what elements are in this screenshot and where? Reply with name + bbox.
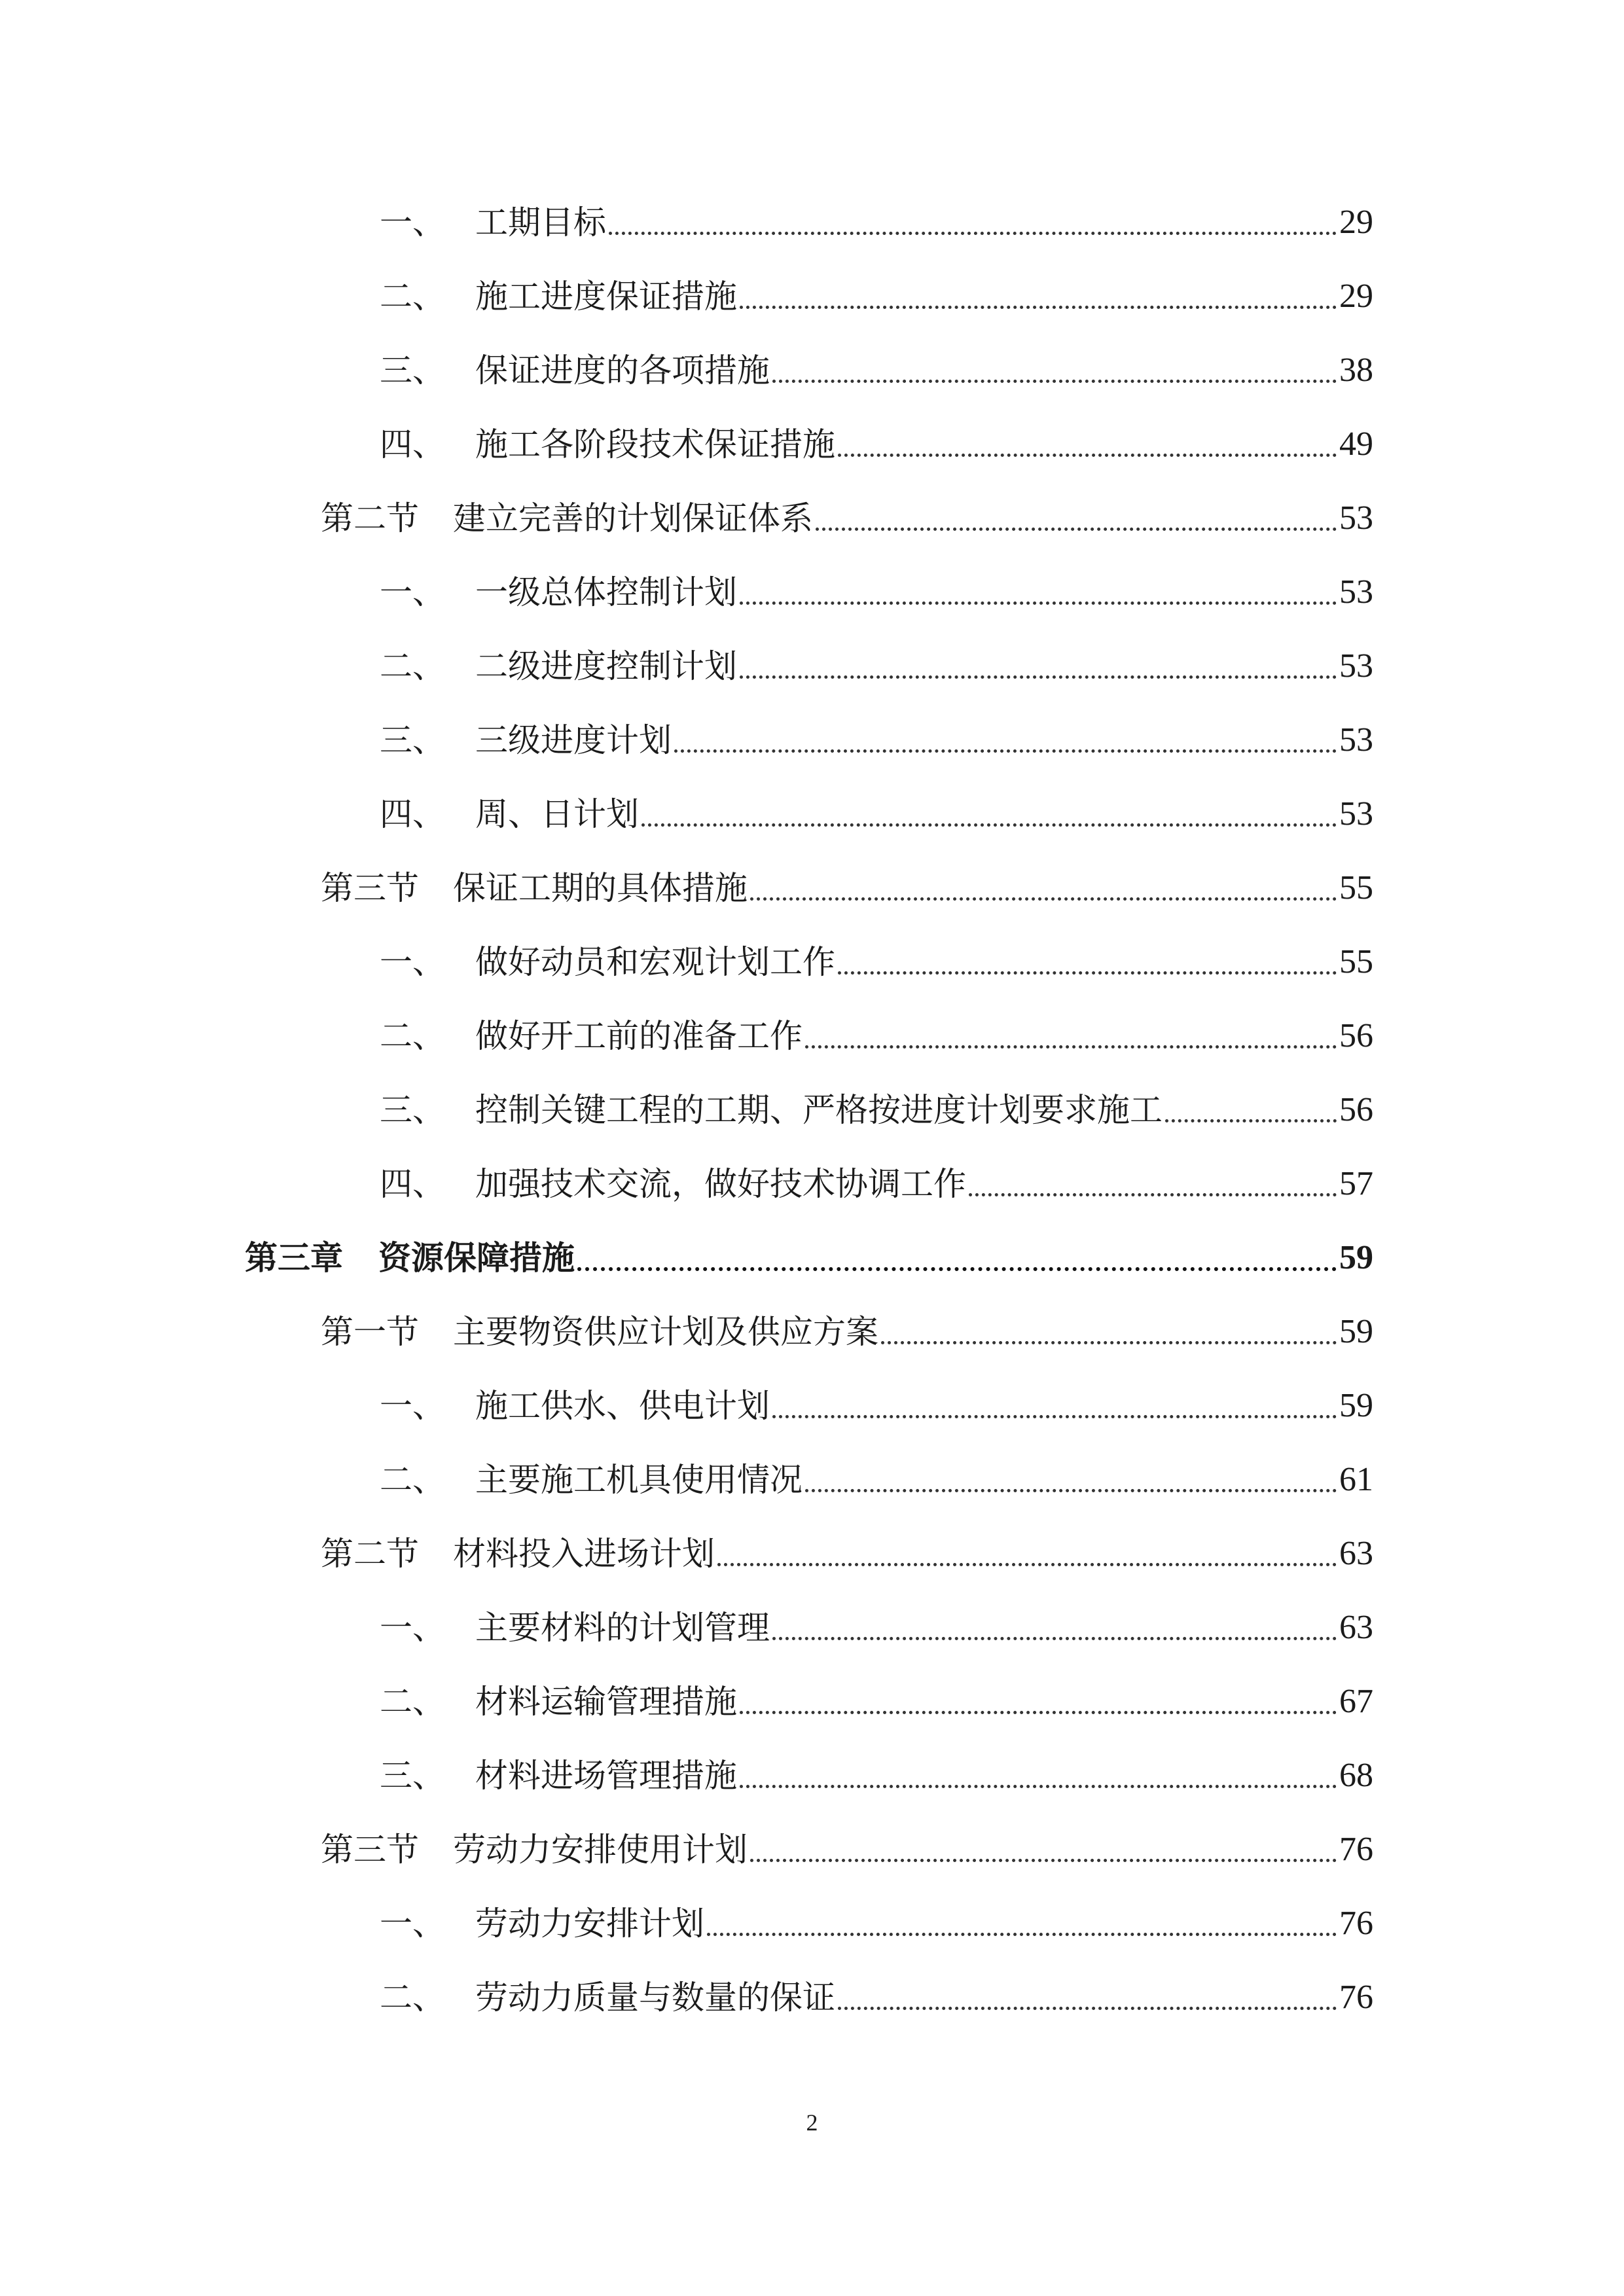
toc-entry-page: 56: [1339, 1091, 1373, 1128]
toc-entry-marker: 第一节: [321, 1313, 419, 1351]
toc-entry-title: 劳动力质量与数量的保证: [475, 1979, 835, 2017]
toc-entry[interactable]: [380, 1003, 1373, 1069]
dot-leader: [805, 1447, 1337, 1513]
toc-entry-title: 材料运输管理措施: [475, 1683, 737, 1721]
toc-entry-marker: 第三节: [321, 1831, 419, 1869]
toc-entry[interactable]: [380, 1447, 1373, 1513]
toc-entry-title: 劳动力安排计划: [475, 1905, 704, 1943]
toc-entry-title: 保证工期的具体措施: [453, 869, 748, 907]
dot-leader: [740, 560, 1337, 625]
toc-entry-marker: 三、: [380, 721, 445, 759]
dot-leader: [1165, 1077, 1337, 1143]
toc-entry-title: 周、日计划: [475, 795, 639, 833]
toc-entry-title: 二级进度控制计划: [475, 647, 737, 685]
dot-leader: [838, 929, 1337, 995]
toc-entry-page: 53: [1339, 499, 1373, 537]
toc-entry-page: 67: [1339, 1683, 1373, 1720]
toc-entry-page: 53: [1339, 647, 1373, 685]
toc-entry-title: 资源保障措施: [378, 1238, 575, 1277]
toc-entry-page: 49: [1339, 425, 1373, 463]
toc-entry-page: 76: [1339, 1979, 1373, 2016]
toc-entry[interactable]: [380, 412, 1373, 477]
dot-leader: [740, 634, 1337, 699]
dot-leader: [717, 1521, 1337, 1587]
dot-leader: [740, 264, 1337, 329]
toc-entry-title: 保证进度的各项措施: [475, 351, 770, 389]
toc-entry-marker: 一、: [380, 1609, 445, 1647]
toc-entry-marker: 三、: [380, 1091, 445, 1129]
toc-entry-page: 38: [1339, 351, 1373, 389]
dot-leader: [740, 1669, 1337, 1734]
toc-entry[interactable]: [380, 1743, 1373, 1808]
page-number: 2: [806, 2109, 818, 2136]
toc-entry-marker: 二、: [380, 1017, 445, 1055]
toc-entry-marker: 第三节: [321, 869, 419, 907]
toc-entry[interactable]: [380, 781, 1373, 847]
toc-entry-page: 53: [1339, 721, 1373, 759]
toc-entry-page: 59: [1339, 1313, 1373, 1350]
toc-entry-page: 55: [1339, 869, 1373, 906]
toc-entry[interactable]: [380, 634, 1373, 699]
toc-entry[interactable]: [321, 855, 1373, 921]
toc-entry-page: 53: [1339, 795, 1373, 833]
toc-entry-page: 55: [1339, 943, 1373, 980]
toc-entry[interactable]: [380, 1891, 1373, 1956]
toc-entry-title: 施工供水、供电计划: [475, 1387, 770, 1425]
toc-entry[interactable]: [380, 1373, 1373, 1439]
toc-entry-page: 63: [1339, 1535, 1373, 1572]
toc-entry-title: 主要材料的计划管理: [475, 1609, 770, 1647]
toc-entry-marker: 二、: [380, 1683, 445, 1721]
toc-entry[interactable]: [380, 929, 1373, 995]
toc-entry[interactable]: [380, 264, 1373, 329]
dot-leader: [740, 1743, 1337, 1808]
toc-entry-title: 劳动力安排使用计划: [453, 1831, 748, 1869]
toc-entry-marker: 第三章: [245, 1238, 343, 1277]
dot-leader: [816, 486, 1337, 551]
toc-entry[interactable]: [321, 1521, 1373, 1587]
toc-entry-page: 76: [1339, 1831, 1373, 1868]
toc-entry-marker: 二、: [380, 278, 445, 315]
toc-entry-title: 施工各阶段技术保证措施: [475, 425, 835, 463]
toc-entry-marker: 一、: [380, 1905, 445, 1943]
toc-entry-marker: 二、: [380, 1979, 445, 2017]
toc-entry[interactable]: [321, 486, 1373, 551]
dot-leader: [805, 1003, 1337, 1069]
toc-entry-page: 59: [1339, 1239, 1373, 1276]
toc-entry-page: 61: [1339, 1461, 1373, 1498]
dot-leader: [641, 781, 1337, 847]
toc-entry[interactable]: [321, 1817, 1373, 1882]
toc-entry-marker: 第二节: [321, 499, 419, 537]
toc-entry-marker: 三、: [380, 1757, 445, 1795]
dot-leader: [772, 1595, 1337, 1660]
toc-entry[interactable]: [321, 1299, 1373, 1365]
toc-entry-marker: 二、: [380, 647, 445, 685]
toc-entry[interactable]: [380, 1151, 1373, 1217]
dot-leader: [750, 855, 1337, 921]
toc-entry-title: 材料进场管理措施: [475, 1757, 737, 1795]
toc-entry-chapter[interactable]: [245, 1225, 1373, 1291]
toc-entry-marker: 一、: [380, 1387, 445, 1425]
toc-entry[interactable]: [380, 1669, 1373, 1734]
toc-entry-page: 29: [1339, 204, 1373, 241]
toc-entry-marker: 四、: [380, 795, 445, 833]
toc-entry-page: 53: [1339, 573, 1373, 611]
toc-entry-marker: 四、: [380, 425, 445, 463]
toc-entry-page: 68: [1339, 1757, 1373, 1794]
toc-entry-marker: 一、: [380, 943, 445, 981]
toc-entry-page: 63: [1339, 1609, 1373, 1646]
toc-entry-title: 加强技术交流，做好技术协调工作: [475, 1165, 966, 1203]
toc-entry-marker: 四、: [380, 1165, 445, 1203]
toc-entry-title: 主要施工机具使用情况: [475, 1461, 803, 1499]
toc-entry-title: 施工进度保证措施: [475, 278, 737, 315]
dot-leader: [969, 1151, 1337, 1217]
toc-entry[interactable]: [380, 190, 1373, 255]
toc-entry-title: 控制关键工程的工期、严格按进度计划要求施工: [475, 1091, 1163, 1129]
toc-entry-title: 一级总体控制计划: [475, 573, 737, 611]
toc-entry-marker: 三、: [380, 351, 445, 389]
dot-leader: [577, 1225, 1337, 1291]
toc-entry[interactable]: [380, 560, 1373, 625]
dot-leader: [750, 1817, 1337, 1882]
dot-leader: [772, 1373, 1337, 1439]
toc-entry-title: 主要物资供应计划及供应方案: [453, 1313, 878, 1351]
toc-entry-page: 29: [1339, 278, 1373, 315]
dot-leader: [772, 338, 1337, 403]
toc-entry-title: 工期目标: [475, 204, 606, 242]
toc-entry-title: 材料投入进场计划: [453, 1535, 715, 1573]
dot-leader: [881, 1299, 1337, 1365]
dot-leader: [707, 1891, 1337, 1956]
toc-entry-title: 做好开工前的准备工作: [475, 1017, 803, 1055]
toc-entry-page: 57: [1339, 1165, 1373, 1202]
toc-entry-title: 建立完善的计划保证体系: [453, 499, 813, 537]
toc-entry-marker: 第二节: [321, 1535, 419, 1573]
toc-entry-page: 76: [1339, 1905, 1373, 1942]
toc-entry[interactable]: [380, 338, 1373, 403]
toc-entry-page: 59: [1339, 1387, 1373, 1424]
toc-entry[interactable]: [380, 1077, 1373, 1143]
toc-entry-marker: 二、: [380, 1461, 445, 1499]
toc-entry[interactable]: [380, 1965, 1373, 2030]
toc-entry-marker: 一、: [380, 204, 445, 242]
toc-entry[interactable]: [380, 1595, 1373, 1660]
toc-entry-page: 56: [1339, 1017, 1373, 1054]
toc-entry-title: 三级进度计划: [475, 721, 672, 759]
dot-leader: [838, 1965, 1337, 2030]
dot-leader: [674, 708, 1337, 773]
toc-entry-marker: 一、: [380, 573, 445, 611]
toc-entry[interactable]: [380, 708, 1373, 773]
toc-entry-title: 做好动员和宏观计划工作: [475, 943, 835, 981]
dot-leader: [609, 190, 1337, 255]
dot-leader: [838, 412, 1337, 477]
